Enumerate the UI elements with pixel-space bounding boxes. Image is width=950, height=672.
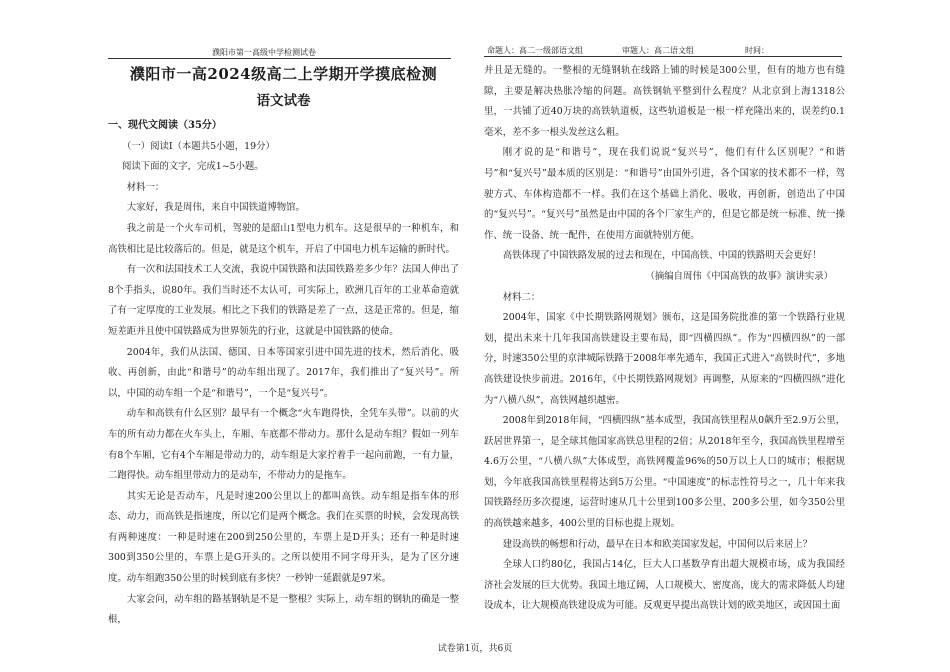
subject-title: 语文试卷 — [256, 93, 311, 109]
right-paragraph: 2004年，国家《中长期铁路网规划》颁布，这是国务院批准的第一个铁路行业规划，提出未来十几年我国高铁建设主要布局，即“四横四纵”。作为“四横四纵”的一部分，时速350公里的京津城际铁路于2008年率先通车，我国正式进入“高铁时代”，多地高铁建设快步前进。2016年，《中长期铁路网规划》再调整，从原来的“四横四纵”进化为“八横八纵”，高铁网越织越密。 — [484, 312, 845, 406]
page-number: 试卷第1页，共6页 — [437, 644, 513, 654]
right-paragraph: 并且是无缝的。一整根的无缝钢轨在线路上铺的时候是300公里，但有的地方也有缝隙，主要是解决热胀冷缩的问题。高铁钢轨平整到什么程度？从北京到上海1318公里，一共铺了近40万块的高铁轨道板，这些轨道板是一根一样充隆出来的，误差约0.1毫米，差不多一根头发丝这么粗。 — [484, 65, 845, 138]
left-paragraph: 其实无论是否动车，凡是时速200公里以上的都叫高铁。动车组是指车体的形态、动力，而高铁是指速度，所以它们是两个概念。我们在买票的时候，会发现高铁有两种速度：一种是时速在200到250公里的，车票上是D开头；还有一种是时速300到350公里的，车票上是G开头的。之所以使用不同字母开头，是为了区分速度。动车组跑350公里的时候到底有多快？一秒钟一延跟就是97米。 — [108, 490, 459, 585]
left-paragraph: （一）阅读Ⅰ（本题共5小题，19分） — [122, 140, 275, 152]
left-column — [108, 62, 459, 631]
left-paragraph: 有一次和法国技术工人交流，我说中国铁路和法国铁路差多少年？法国人伸出了8个手指头，说80年。我们当时还不太认可，可实际上，欧洲几百年的工业革命造就了有一定厚度的工业发展。相比之下我们的铁路是差了一点，这是正常的。但是，缩短差距并且使中国铁路成为世界领先的行业，这就是中国铁路的使命。 — [108, 264, 459, 337]
right-column — [484, 61, 845, 617]
right-paragraph: 全球人口约80亿，我国占14亿，巨大人口基数孕育出超大规模市场，成为我国经济社会发展的巨大优势。我国土地辽阔，人口规模大、密度高，庞大的需求降低人均建设成本，让大规模高铁建设成为可能。反观更早提出高铁计划的欧美地区，或因国土面 — [484, 559, 845, 612]
right-paragraph: 材料二： — [502, 291, 541, 303]
right-paragraph: 刚才说的是“和谐号”，现在我们说说“复兴号”，他们有什么区别呢？“和谐号”和“复兴号”最本质的区别是：“和谐号”由国外引进，各个国家的技术都不一样，驾驶方式、车体构造都不一样。我们在这个基础上消化、吸收，再创新，创造出了中国的“复兴号”。“复兴号”虽然是由中国的各个厂家生产的，但是它都是统一标准、统一操作、统一设备、统一配件，在使用方面就特别方便。 — [484, 147, 845, 241]
left-paragraph: 阅读下面的文字，完成1~5小题。 — [122, 161, 264, 173]
time-label: 时间： — [745, 46, 769, 55]
right-body — [484, 61, 845, 617]
header-rule-right — [484, 56, 842, 57]
right-paragraph: （摘编自周伟《中国高铁的故事》演讲实录） — [645, 270, 833, 282]
right-paragraph: 2008年到2018年间，“四横四纵”基本成型，我国高铁里程从0飙升至2.9万公里，跃居世界第一，是全球其他国家高铁总里程的2倍；从2018年至今，我国高铁里程增至4.6万公里，“八横八纵”大体成型，高铁网覆盖96%的50万以上人口的城市；根据规划，今年底我国高铁里程将达到5万公里。“中国速度”的标志性符号之一，几十年来我国铁路经历多次提速，运营时速从几十公里到100多公里、200多公里，如今350公里的高铁越来越多，400公里的目标也提上规划。 — [484, 415, 845, 530]
reviewer-label: 审题人：高二语文组 — [622, 46, 694, 55]
left-paragraph: 材料一： — [126, 181, 165, 193]
school-header: 濮阳市第一高级中学检测试卷 — [212, 48, 316, 57]
left-paragraph: 2004年，我们从法国、德国、日本等国家引进中国先进的技术，然后消化、吸收、再创新，由此“和谐号”的动车组出现了。2017年，我们推出了“复兴号”。所以，中国的动车组一个是“和谐号”，一个是“复兴号”。 — [108, 346, 459, 399]
left-paragraph: 大家会问，动车组的路基钢轨是不是一整根？实际上，动车组的钢轨的确是一整根， — [108, 593, 459, 626]
header-rule-left — [108, 58, 451, 59]
page-footer — [0, 641, 950, 654]
left-paragraph: 大家好，我是周伟，来自中国铁道博物馆。 — [126, 202, 305, 214]
right-paragraph: 高铁体现了中国铁路发展的过去和现在，中国高铁、中国的铁路明天会更好！ — [502, 250, 822, 262]
right-paragraph: 建设高铁的畅想和行动，最早在日本和欧美国家发起，中国何以后来居上？ — [502, 538, 813, 550]
left-paragraph: 一、现代文阅读（35分） — [108, 120, 222, 131]
left-body — [108, 116, 459, 631]
left-paragraph: 动车和高铁有什么区别？最早有一个概念“火车跑得快，全凭车头带”。以前的火车的所有动力都在火车头上，车厢、车底都不带动力。那什么是动车组？假如一列车有8个车厢，它有4个车厢是带动力的，动车组是大家拧着手一起向前跑，一有力量，二跑得快。动车组里带动力的是动车，不带动力的是拖车。 — [108, 408, 459, 482]
left-paragraph: 我之前是一个火车司机，驾驶的是韶山1型电力机车。这是很早的一种机车，和高铁相比是比较落后的。但是，就是这个机车，开启了中国电力机车运输的新时代。 — [108, 222, 459, 255]
exam-title: 濮阳市一高2024级高二上学期开学摸底检测 — [129, 65, 438, 83]
setter-label: 命题人：高二一级部语文组 — [487, 46, 583, 55]
